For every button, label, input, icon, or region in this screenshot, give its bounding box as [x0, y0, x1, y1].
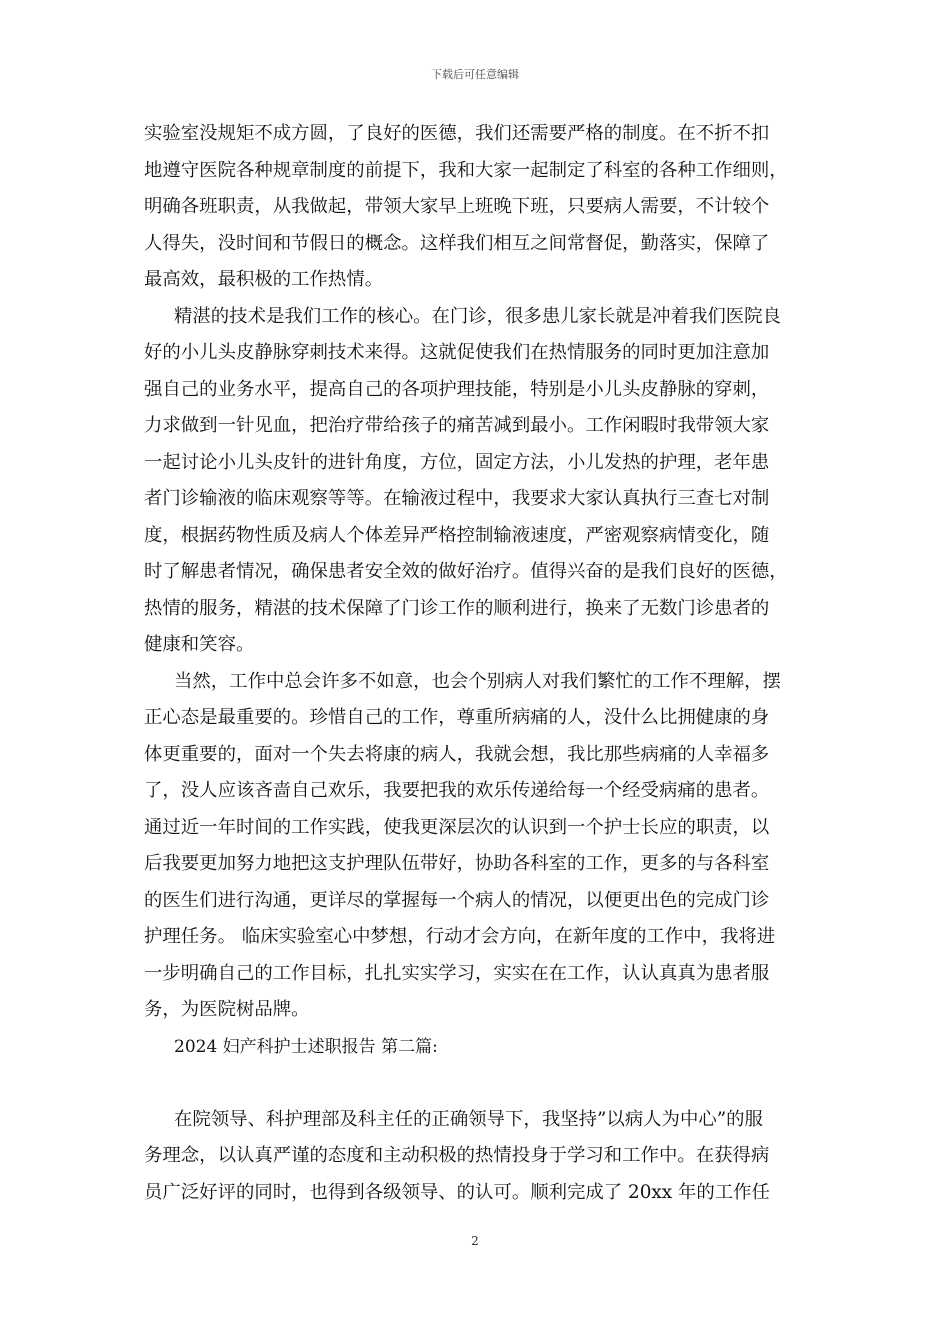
text-line: 度，根据药物性质及病人个体差异严格控制输液速度，严密观察病情变化，随 [144, 524, 770, 546]
text-line: 在院领导、科护理部及科主任的正确领导下，我坚持”以病人为中心”的服 [174, 1108, 763, 1130]
text-line: 务，为医院树品牌。 [144, 999, 310, 1020]
text-line: 精湛的技术是我们工作的核心。在门诊，很多患儿家长就是冲着我们医院良 [174, 305, 781, 327]
text-line: 者门诊输液的临床观察等等。在输液过程中，我要求大家认真执行三查七对制 [144, 488, 770, 509]
text-line: 热情的服务，精湛的技术保障了门诊工作的顺利进行，换来了无数门诊患者的 [144, 597, 770, 619]
text-line: 护理任务。 临床实验室心中梦想，行动才会方向，在新年度的工作中，我将进 [144, 926, 776, 947]
text-line: 当然，工作中总会许多不如意，也会个别病人对我们繁忙的工作不理解，摆 [174, 670, 781, 692]
blank-line [144, 1065, 812, 1102]
page-number: 2 [471, 1234, 479, 1248]
text-line: 正心态是最重要的。珍惜自己的工作，尊重所病痛的人，没什么比拥健康的身 [144, 707, 770, 728]
text-line: 最高效，最积极的工作热情。 [144, 269, 384, 290]
text-line: 通过近一年时间的工作实践，使我更深层次的认识到一个护士长应的职责，以 [144, 816, 770, 838]
text-line: 强自己的业务水平，提高自己的各项护理技能，特别是小儿头皮静脉的穿刺， [144, 378, 770, 400]
text-line: 明确各班职责，从我做起，带领大家早上班晚下班，只要病人需要，不计较个 [144, 196, 770, 217]
text-line: 实验室没规矩不成方圆，了良好的医德，我们还需要严格的制度。在不折不扣 [144, 123, 770, 144]
paragraph-3 [144, 664, 812, 1029]
section-title: 2024 妇产科护士述职报告 第二篇: [174, 1036, 438, 1057]
text-line: 后我要更加努力地把这支护理队伍带好，协助各科室的工作，更多的与各科室 [144, 853, 770, 874]
text-line: 人得失，没时间和节假日的概念。这样我们相互之间常督促，勤落实，保障了 [144, 232, 770, 254]
text-line: 了，没人应该吝啬自己欢乐，我要把我的欢乐传递给每一个经受病痛的患者。 [144, 780, 770, 801]
paragraph-2 [144, 299, 812, 664]
text-line: 务理念，以认真严谨的态度和主动积极的热情投身于学习和工作中。在获得病 [144, 1145, 770, 1166]
paragraph-4 [144, 1102, 812, 1212]
text-line: 员广泛好评的同时，也得到各级领导、的认可。顺利完成了 20xx 年的工作任 [144, 1181, 770, 1203]
text-line: 的医生们进行沟通，更详尽的掌握每一个病人的情况，以便更出色的完成门诊 [144, 889, 770, 911]
text-line: 健康和笑容。 [144, 634, 255, 655]
text-line: 体更重要的，面对一个失去将康的病人，我就会想，我比那些病痛的人幸福多 [144, 743, 770, 765]
page-header: 下载后可任意编辑 [431, 68, 519, 81]
paragraph-1 [144, 116, 812, 299]
text-line: 一起讨论小儿头皮针的进针角度，方位，固定方法，小儿发热的护理，老年患 [144, 451, 770, 473]
document-body [144, 116, 812, 1211]
text-line: 时了解患者情况，确保患者安全效的做好治疗。值得兴奋的是我们良好的医德， [144, 561, 788, 582]
text-line: 力求做到一针见血，把治疗带给孩子的痛苦减到最小。工作闲暇时我带领大家 [144, 415, 770, 436]
text-line: 一步明确自己的工作目标，扎扎实实学习，实实在在工作，认认真真为患者服 [144, 962, 770, 984]
text-line: 好的小儿头皮静脉穿刺技术来得。这就促使我们在热情服务的同时更加注意加 [144, 342, 770, 363]
text-line: 地遵守医院各种规章制度的前提下，我和大家一起制定了科室的各种工作细则， [144, 159, 788, 181]
